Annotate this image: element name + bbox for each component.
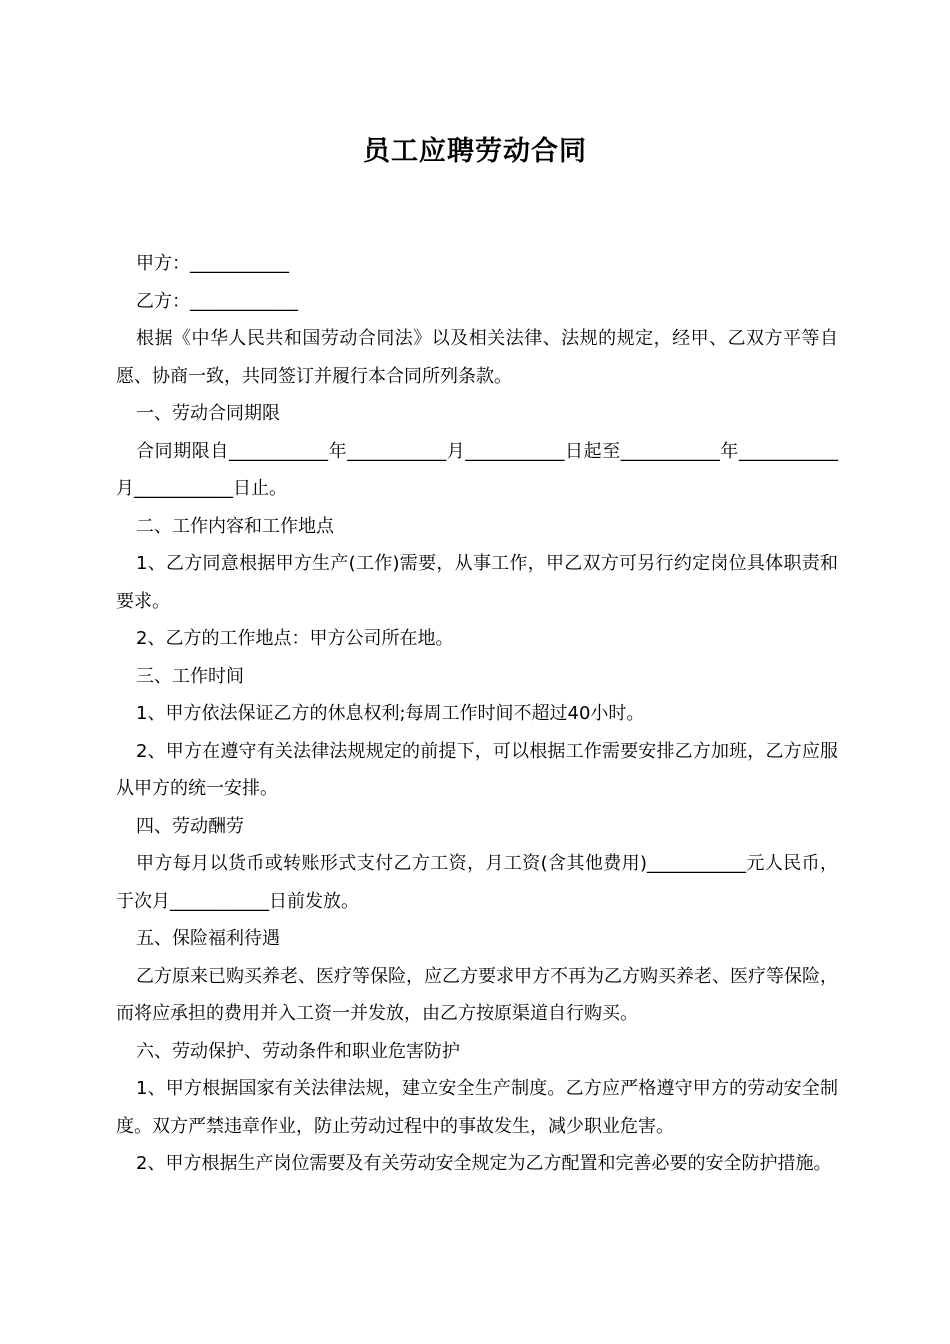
party-b-line: 乙方：____________ [136, 290, 298, 312]
section-heading-term: 一、劳动合同期限 [136, 403, 280, 424]
work-clause-2: 2、乙方的工作地点：甲方公司所在地。 [136, 628, 454, 649]
preamble-paragraph: 根据《中华人民共和国劳动合同法》以及相关法律、法规的规定，经甲、乙双方平等自愿、协商一致，共同签订并履行本合同所列条款。 [116, 328, 838, 387]
section-heading-pay: 四、劳动酬劳 [136, 815, 244, 837]
section-heading-hours: 三、工作时间 [136, 665, 244, 687]
protection-clause-2: 2、甲方根据生产岗位需要及有关劳动安全规定为乙方配置和完善必要的安全防护措施。 [136, 1153, 832, 1174]
party-a-line: 甲方：___________ [136, 253, 289, 274]
hours-clause-1: 1、甲方依法保证乙方的休息权利;每周工作时间不超过40小时。 [136, 703, 645, 724]
pay-paragraph: 甲方每月以货币或转账形式支付乙方工资，月工资(含其他费用)___________元人民币，于次月___________日前发放。 [116, 853, 838, 912]
document-body [116, 245, 838, 1183]
insurance-paragraph: 乙方原来已购买养老、医疗等保险，应乙方要求甲方不再为乙方购买养老、医疗等保险，而将应承担的费用并入工资一并发放，由乙方按原渠道自行购买。 [116, 965, 838, 1024]
section-heading-insurance: 五、保险福利待遇 [136, 928, 280, 949]
term-paragraph: 合同期限自___________年___________月___________日起至___________年___________月___________日止。 [116, 440, 838, 499]
protection-clause-1: 1、甲方根据国家有关法律法规，建立安全生产制度。乙方应严格遵守甲方的劳动安全制度。双方严禁违章作业，防止劳动过程中的事故发生，减少职业危害。 [116, 1078, 838, 1137]
document-title: 员工应聘劳动合同 [363, 136, 587, 167]
hours-clause-2: 2、甲方在遵守有关法律法规规定的前提下，可以根据工作需要安排乙方加班，乙方应服从甲方的统一安排。 [116, 740, 838, 799]
work-clause-1: 1、乙方同意根据甲方生产(工作)需要，从事工作，甲乙双方可另行约定岗位具体职责和要求。 [116, 553, 838, 612]
section-heading-work: 二、工作内容和工作地点 [136, 515, 334, 537]
section-heading-protection: 六、劳动保护、劳动条件和职业危害防护 [136, 1040, 460, 1062]
